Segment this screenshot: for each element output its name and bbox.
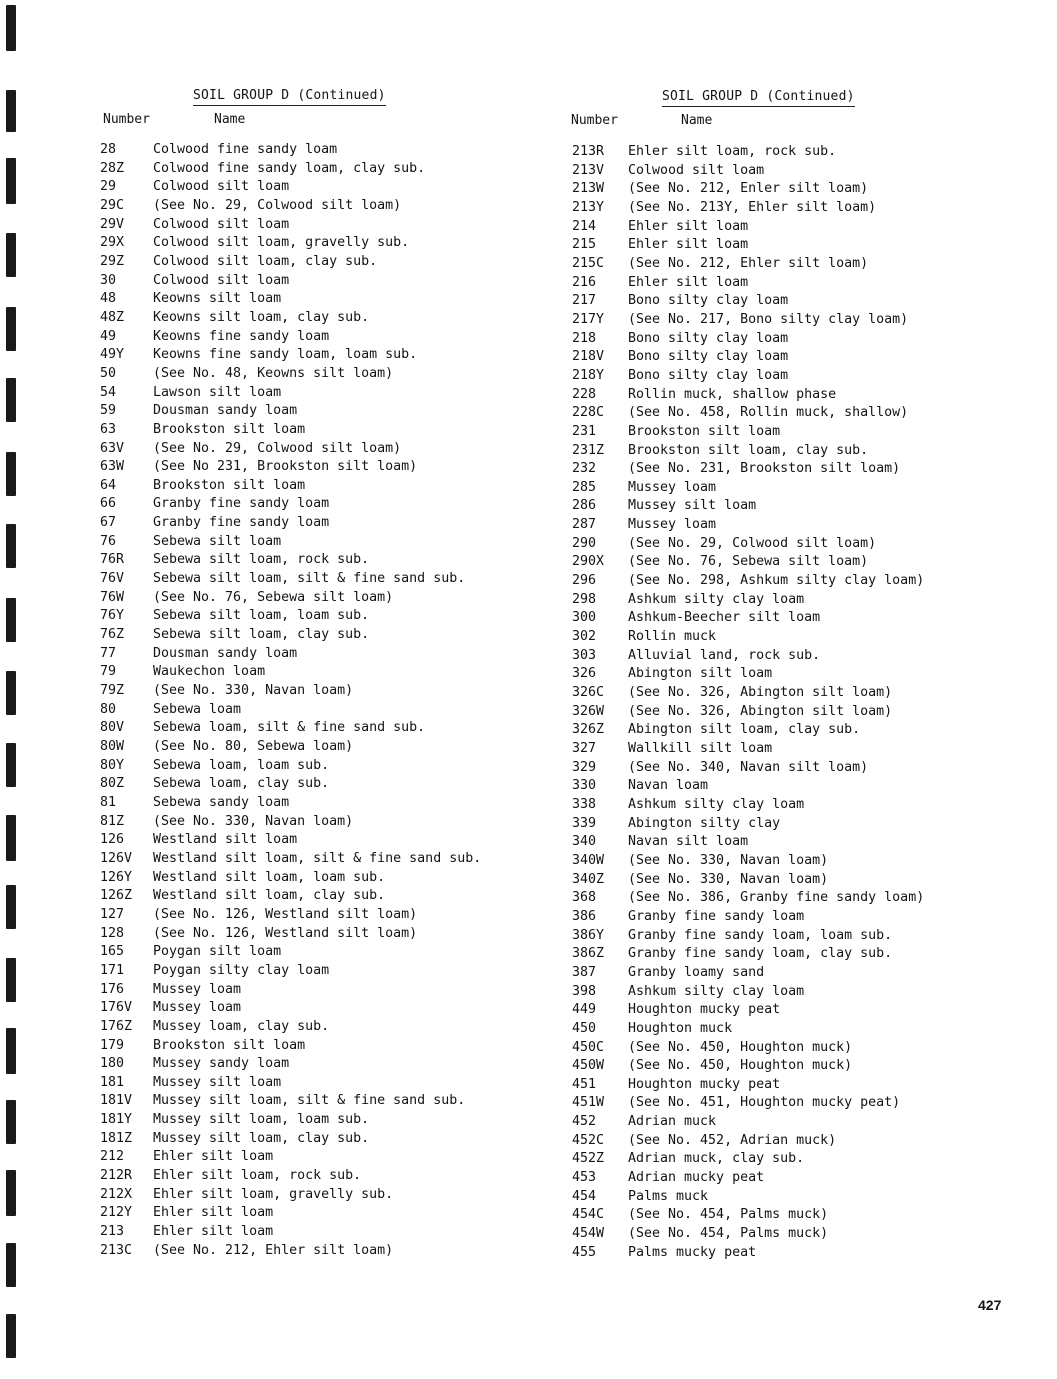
soil-number: 368 [572, 890, 597, 906]
soil-name: Mussey loam, clay sub. [153, 1018, 330, 1034]
soil-number: 298 [572, 591, 597, 607]
soil-number: 454W [572, 1226, 605, 1242]
soil-name: (See No. 126, Westland silt loam) [153, 906, 418, 922]
soil-number: 127 [100, 906, 125, 922]
punch-hole [6, 958, 16, 1002]
soil-number: 80Y [100, 757, 125, 773]
soil-name: Mussey silt loam, clay sub. [153, 1130, 370, 1146]
soil-number: 76W [100, 589, 125, 605]
soil-name: Sebewa silt loam, clay sub. [153, 627, 370, 643]
soil-number: 176Z [100, 1018, 133, 1034]
soil-number: 213R [572, 144, 605, 159]
soil-name: (See No. 212, Ehler silt loam) [153, 1242, 394, 1258]
soil-name: Bono silty clay loam [628, 293, 789, 309]
soil-name: Mussey silt loam, silt & fine sand sub. [153, 1093, 466, 1109]
soil-number: 79Z [100, 683, 125, 699]
soil-name: Sebewa silt loam [153, 533, 282, 549]
soil-number: 338 [572, 796, 597, 812]
soil-number: 213C [100, 1242, 133, 1258]
soil-name: Rollin muck [628, 629, 717, 645]
soil-number: 181 [100, 1074, 125, 1090]
soil-name: Houghton muck [628, 1020, 733, 1036]
soil-name: Mussey loam [153, 1000, 242, 1016]
column-header-name: Name [214, 112, 246, 127]
soil-name: Ashkum silty clay loam [628, 591, 805, 607]
soil-name: Sebewa silt loam, rock sub. [153, 552, 370, 568]
punch-hole [6, 1100, 16, 1144]
punch-hole [6, 233, 16, 277]
soil-number: 212X [100, 1186, 133, 1202]
soil-name: Navan silt loam [628, 834, 749, 850]
soil-number: 454 [572, 1188, 597, 1204]
soil-name: (See No. 48, Keowns silt loam) [153, 365, 394, 381]
soil-number: 339 [572, 815, 597, 831]
soil-name: Colwood silt loam, gravelly sub. [153, 235, 410, 251]
binding-punch-holes [6, 0, 18, 1379]
soil-name: (See No. 76, Sebewa silt loam) [628, 554, 869, 570]
soil-name: Granby fine sandy loam [153, 496, 330, 512]
soil-number: 290X [572, 554, 605, 570]
soil-number: 218V [572, 349, 605, 365]
soil-name: Keowns silt loam, clay sub. [153, 309, 370, 325]
soil-number: 67 [100, 515, 117, 531]
soil-name: Adrian muck, clay sub. [628, 1151, 805, 1167]
column-header-name: Name [681, 113, 713, 128]
soil-number: 217 [572, 293, 597, 309]
soil-number: 180 [100, 1056, 125, 1072]
soil-number: 398 [572, 983, 597, 999]
punch-hole [6, 671, 16, 715]
soil-number: 302 [572, 629, 597, 645]
soil-name: Adrian mucky peat [628, 1170, 765, 1186]
soil-number: 453 [572, 1170, 597, 1186]
soil-name: Abington silt loam [628, 666, 773, 682]
soil-name: Ehler silt loam [153, 1224, 274, 1240]
soil-number: 214 [572, 218, 597, 234]
soil-name: Colwood fine sandy loam, clay sub. [153, 160, 426, 176]
soil-name: Brookston silt loam [153, 421, 306, 437]
soil-name: Ehler silt loam, rock sub. [628, 144, 837, 159]
soil-name: Keowns silt loam [153, 291, 282, 307]
soil-name: Mussey loam [628, 479, 717, 495]
soil-number: 213Y [572, 199, 605, 215]
soil-number: 228 [572, 386, 597, 402]
soil-name: Navan loam [628, 778, 709, 794]
soil-number: 181Z [100, 1130, 133, 1146]
soil-name: Adrian muck [628, 1114, 717, 1130]
soil-number: 217Y [572, 311, 605, 327]
soil-name: Keowns fine sandy loam, loam sub. [153, 347, 418, 363]
soil-number: 63W [100, 459, 125, 475]
soil-name: Colwood fine sandy loam [153, 142, 338, 157]
soil-number: 28 [100, 142, 117, 157]
punch-hole [6, 524, 16, 568]
soil-name: (See No. 326, Abington silt loam) [628, 685, 893, 701]
soil-name: Mussey silt loam, loam sub. [153, 1112, 370, 1128]
soil-name: Abington silt loam, clay sub. [628, 722, 861, 738]
soil-number: 76Y [100, 608, 125, 624]
soil-number: 326C [572, 685, 605, 701]
soil-number: 212 [100, 1149, 125, 1165]
soil-name: (See No. 458, Rollin muck, shallow) [628, 405, 909, 421]
soil-number: 81Z [100, 813, 125, 829]
soil-number: 176V [100, 1000, 133, 1016]
soil-number: 29C [100, 197, 125, 213]
soil-name: Granby fine sandy loam [153, 515, 330, 531]
soil-name: Bono silty clay loam [628, 349, 789, 365]
soil-name: Granby loamy sand [628, 964, 765, 980]
soil-name: Colwood silt loam [153, 179, 290, 195]
soil-number: 329 [572, 759, 597, 775]
soil-name: Ehler silt loam [153, 1205, 274, 1221]
punch-hole [6, 815, 16, 861]
soil-name: Ehler silt loam, gravelly sub. [153, 1186, 394, 1202]
soil-name: (See No. 29, Colwood silt loam) [153, 197, 402, 213]
soil-name: Bono silty clay loam [628, 330, 789, 346]
soil-number: 63V [100, 440, 125, 456]
punch-hole [6, 452, 16, 496]
soil-name: (See No. 29, Colwood silt loam) [153, 440, 402, 456]
soil-name: (See No. 454, Palms muck) [628, 1207, 829, 1223]
soil-number: 126 [100, 832, 125, 848]
soil-name: Alluvial land, rock sub. [628, 647, 821, 663]
soil-number: 128 [100, 925, 125, 941]
soil-number: 49Y [100, 347, 125, 363]
soil-name: Ehler silt loam [628, 274, 749, 290]
soil-number: 80W [100, 739, 125, 754]
punch-hole [6, 1170, 16, 1216]
soil-name: Bono silty clay loam [628, 367, 789, 383]
soil-number: 126V [100, 850, 133, 866]
soil-name: Wallkill silt loam [628, 741, 773, 756]
soil-number: 64 [100, 477, 117, 493]
soil-name: Lawson silt loam [153, 384, 282, 400]
soil-name: (See No. 386, Granby fine sandy loam) [628, 890, 925, 906]
soil-number: 212Y [100, 1205, 133, 1221]
soil-number: 76 [100, 533, 117, 549]
punch-hole [6, 90, 16, 132]
soil-name: Sebewa loam, clay sub. [153, 776, 330, 792]
soil-number: 326W [572, 703, 605, 719]
soil-name: (See No. 231, Brookston silt loam) [628, 461, 901, 477]
soil-number: 216 [572, 274, 597, 290]
soil-number: 54 [100, 384, 117, 400]
soil-name: Brookston silt loam [628, 423, 781, 439]
soil-number: 50 [100, 365, 117, 381]
soil-name: (See No. 452, Adrian muck) [628, 1132, 837, 1148]
soil-number: 452 [572, 1114, 597, 1130]
punch-hole [6, 1028, 16, 1074]
soil-number: 215C [572, 255, 605, 271]
soil-name: Colwood silt loam, clay sub. [153, 253, 378, 269]
soil-number: 126Y [100, 869, 133, 885]
soil-number: 290 [572, 535, 597, 551]
soil-name: Houghton mucky peat [628, 1002, 781, 1018]
soil-number: 29X [100, 235, 125, 251]
soil-number: 49 [100, 328, 117, 344]
soil-number: 452C [572, 1132, 605, 1148]
soil-number: 330 [572, 778, 597, 794]
soil-number: 30 [100, 272, 117, 288]
soil-number: 80 [100, 701, 117, 717]
soil-name: (See No. 212, Ehler silt loam) [628, 255, 869, 271]
soil-name: Dousman sandy loam [153, 403, 298, 419]
soil-name: Mussey sandy loam [153, 1056, 290, 1072]
punch-hole [6, 1314, 16, 1358]
soil-number: 79 [100, 664, 117, 680]
soil-name: Granby fine sandy loam, clay sub. [628, 946, 893, 962]
soil-name: Dousman sandy loam [153, 645, 298, 661]
punch-hole [6, 378, 16, 422]
soil-name: Rollin muck, shallow phase [628, 386, 837, 402]
punch-hole [6, 1243, 16, 1287]
soil-number: 451 [572, 1076, 597, 1092]
soil-number: 449 [572, 1002, 597, 1018]
soil-number: 126Z [100, 888, 133, 904]
soil-name: (See No. 326, Abington silt loam) [628, 703, 893, 719]
soil-number: 231 [572, 423, 597, 439]
soil-name: Ashkum-Beecher silt loam [628, 610, 821, 626]
soil-number: 454C [572, 1207, 605, 1223]
soil-name: Palms mucky peat [628, 1244, 757, 1260]
soil-number: 296 [572, 573, 597, 589]
soil-number: 451W [572, 1095, 605, 1111]
soil-number: 218 [572, 330, 597, 346]
soil-number: 300 [572, 610, 597, 626]
soil-name: Ehler silt loam [153, 1149, 274, 1165]
soil-name: Houghton mucky peat [628, 1076, 781, 1092]
soil-number: 176 [100, 981, 125, 997]
soil-number: 450W [572, 1058, 605, 1074]
soil-name: Granby fine sandy loam, loam sub. [628, 927, 893, 943]
soil-name: Ehler silt loam, rock sub. [153, 1168, 362, 1184]
soil-number: 48Z [100, 309, 125, 325]
soil-number: 228C [572, 405, 605, 421]
soil-number: 213 [100, 1224, 125, 1240]
soil-number: 165 [100, 944, 125, 960]
soil-name: Mussey silt loam [153, 1074, 282, 1090]
soil-number: 386Y [572, 927, 605, 943]
soil-name: (See No. 330, Navan loam) [628, 871, 829, 887]
soil-number: 327 [572, 741, 597, 756]
punch-hole [6, 5, 16, 51]
soil-number: 326 [572, 666, 597, 682]
soil-number: 29 [100, 179, 117, 195]
soil-number: 171 [100, 962, 125, 978]
soil-number: 450C [572, 1039, 605, 1055]
soil-number: 76R [100, 552, 125, 568]
soil-name: Sebewa silt loam, silt & fine sand sub. [153, 571, 466, 587]
soil-name: Sebewa loam [153, 701, 242, 717]
soil-name: Ehler silt loam [628, 218, 749, 234]
soil-number: 340Z [572, 871, 605, 887]
punch-hole [6, 158, 16, 204]
soil-number: 80V [100, 720, 125, 736]
punch-hole [6, 307, 16, 351]
soil-name: Sebewa silt loam, loam sub. [153, 608, 370, 624]
soil-number: 218Y [572, 367, 605, 383]
soil-number: 29Z [100, 253, 125, 269]
soil-name: (See No. 450, Houghton muck) [628, 1058, 853, 1074]
soil-name: Granby fine sandy loam [628, 908, 805, 924]
soil-number: 455 [572, 1244, 597, 1260]
soil-number: 181Y [100, 1112, 133, 1128]
soil-number: 48 [100, 291, 117, 307]
soil-number: 181V [100, 1093, 133, 1109]
soil-name: Colwood silt loam [628, 162, 765, 178]
group-title: SOIL GROUP D (Continued) [662, 89, 855, 107]
soil-number: 326Z [572, 722, 605, 738]
soil-name: Poygan silt loam [153, 944, 282, 960]
page-number: 427 [978, 1297, 1002, 1313]
soil-number: 287 [572, 517, 597, 533]
soil-name: (See No. 298, Ashkum silty clay loam) [628, 573, 925, 589]
soil-number: 59 [100, 403, 117, 419]
soil-name: Waukechon loam [153, 664, 266, 680]
soil-name: Keowns fine sandy loam [153, 328, 330, 344]
soil-number: 76Z [100, 627, 125, 643]
column-header-number: Number [103, 112, 150, 127]
soil-name: Colwood silt loam [153, 216, 290, 232]
soil-name: Mussey loam [153, 981, 242, 997]
soil-number: 450 [572, 1020, 597, 1036]
soil-number: 77 [100, 645, 117, 661]
soil-name: Sebewa loam, loam sub. [153, 757, 330, 773]
soil-name: (See No. 330, Navan loam) [153, 683, 354, 699]
soil-name: Westland silt loam, loam sub. [153, 869, 386, 885]
soil-name: Westland silt loam, silt & fine sand sub. [153, 850, 482, 866]
soil-name: Mussey silt loam [628, 498, 757, 514]
soil-number: 286 [572, 498, 597, 514]
soil-number: 340 [572, 834, 597, 850]
soil-name: Brookston silt loam, clay sub. [628, 442, 869, 458]
soil-name: (See No. 80, Sebewa loam) [153, 739, 354, 754]
soil-name: (See No. 126, Westland silt loam) [153, 925, 418, 941]
soil-number: 179 [100, 1037, 125, 1053]
soil-name: (See No. 450, Houghton muck) [628, 1039, 853, 1055]
column-header-number: Number [571, 113, 618, 128]
soil-number: 215 [572, 237, 597, 253]
punch-hole [6, 885, 16, 929]
soil-number: 81 [100, 794, 117, 810]
soil-number: 63 [100, 421, 117, 437]
soil-name: Abington silty clay [628, 815, 781, 831]
soil-number: 231Z [572, 442, 605, 458]
soil-name: (See No. 213Y, Ehler silt loam) [628, 199, 877, 215]
soil-number: 386Z [572, 946, 605, 962]
soil-number: 340W [572, 852, 605, 868]
soil-name: Sebewa sandy loam [153, 794, 290, 810]
soil-number: 452Z [572, 1151, 605, 1167]
soil-number: 76V [100, 571, 125, 587]
soil-name: (See No. 330, Navan loam) [153, 813, 354, 829]
soil-name: Sebewa loam, silt & fine sand sub. [153, 720, 426, 736]
soil-name: Ehler silt loam [628, 237, 749, 253]
soil-name: Brookston silt loam [153, 1037, 306, 1053]
soil-number: 213V [572, 162, 605, 178]
soil-name: Colwood silt loam [153, 272, 290, 288]
soil-number: 66 [100, 496, 117, 512]
soil-number: 28Z [100, 160, 125, 176]
soil-number: 303 [572, 647, 597, 663]
soil-number: 285 [572, 479, 597, 495]
soil-name: Palms muck [628, 1188, 709, 1204]
soil-name: Westland silt loam, clay sub. [153, 888, 386, 904]
soil-name: (See No 231, Brookston silt loam) [153, 459, 418, 475]
soil-name: (See No. 454, Palms muck) [628, 1226, 829, 1242]
soil-name: (See No. 29, Colwood silt loam) [628, 535, 877, 551]
punch-hole [6, 743, 16, 787]
soil-name: (See No. 330, Navan loam) [628, 852, 829, 868]
soil-name: Ashkum silty clay loam [628, 983, 805, 999]
punch-hole [6, 598, 16, 642]
soil-number: 232 [572, 461, 597, 477]
soil-number: 29V [100, 216, 125, 232]
soil-name: (See No. 340, Navan silt loam) [628, 759, 869, 775]
soil-name: Poygan silty clay loam [153, 962, 330, 978]
soil-name: (See No. 451, Houghton mucky peat) [628, 1095, 901, 1111]
soil-name: (See No. 76, Sebewa silt loam) [153, 589, 394, 605]
soil-number: 80Z [100, 776, 125, 792]
soil-name: Ashkum silty clay loam [628, 796, 805, 812]
soil-name: Mussey loam [628, 517, 717, 533]
soil-name: Westland silt loam [153, 832, 298, 848]
soil-name: (See No. 212, Enler silt loam) [628, 181, 869, 197]
soil-name: Brookston silt loam [153, 477, 306, 493]
soil-number: 212R [100, 1168, 133, 1184]
soil-number: 386 [572, 908, 597, 924]
group-title: SOIL GROUP D (Continued) [193, 88, 386, 106]
soil-number: 387 [572, 964, 597, 980]
soil-number: 213W [572, 181, 605, 197]
soil-name: (See No. 217, Bono silty clay loam) [628, 311, 909, 327]
